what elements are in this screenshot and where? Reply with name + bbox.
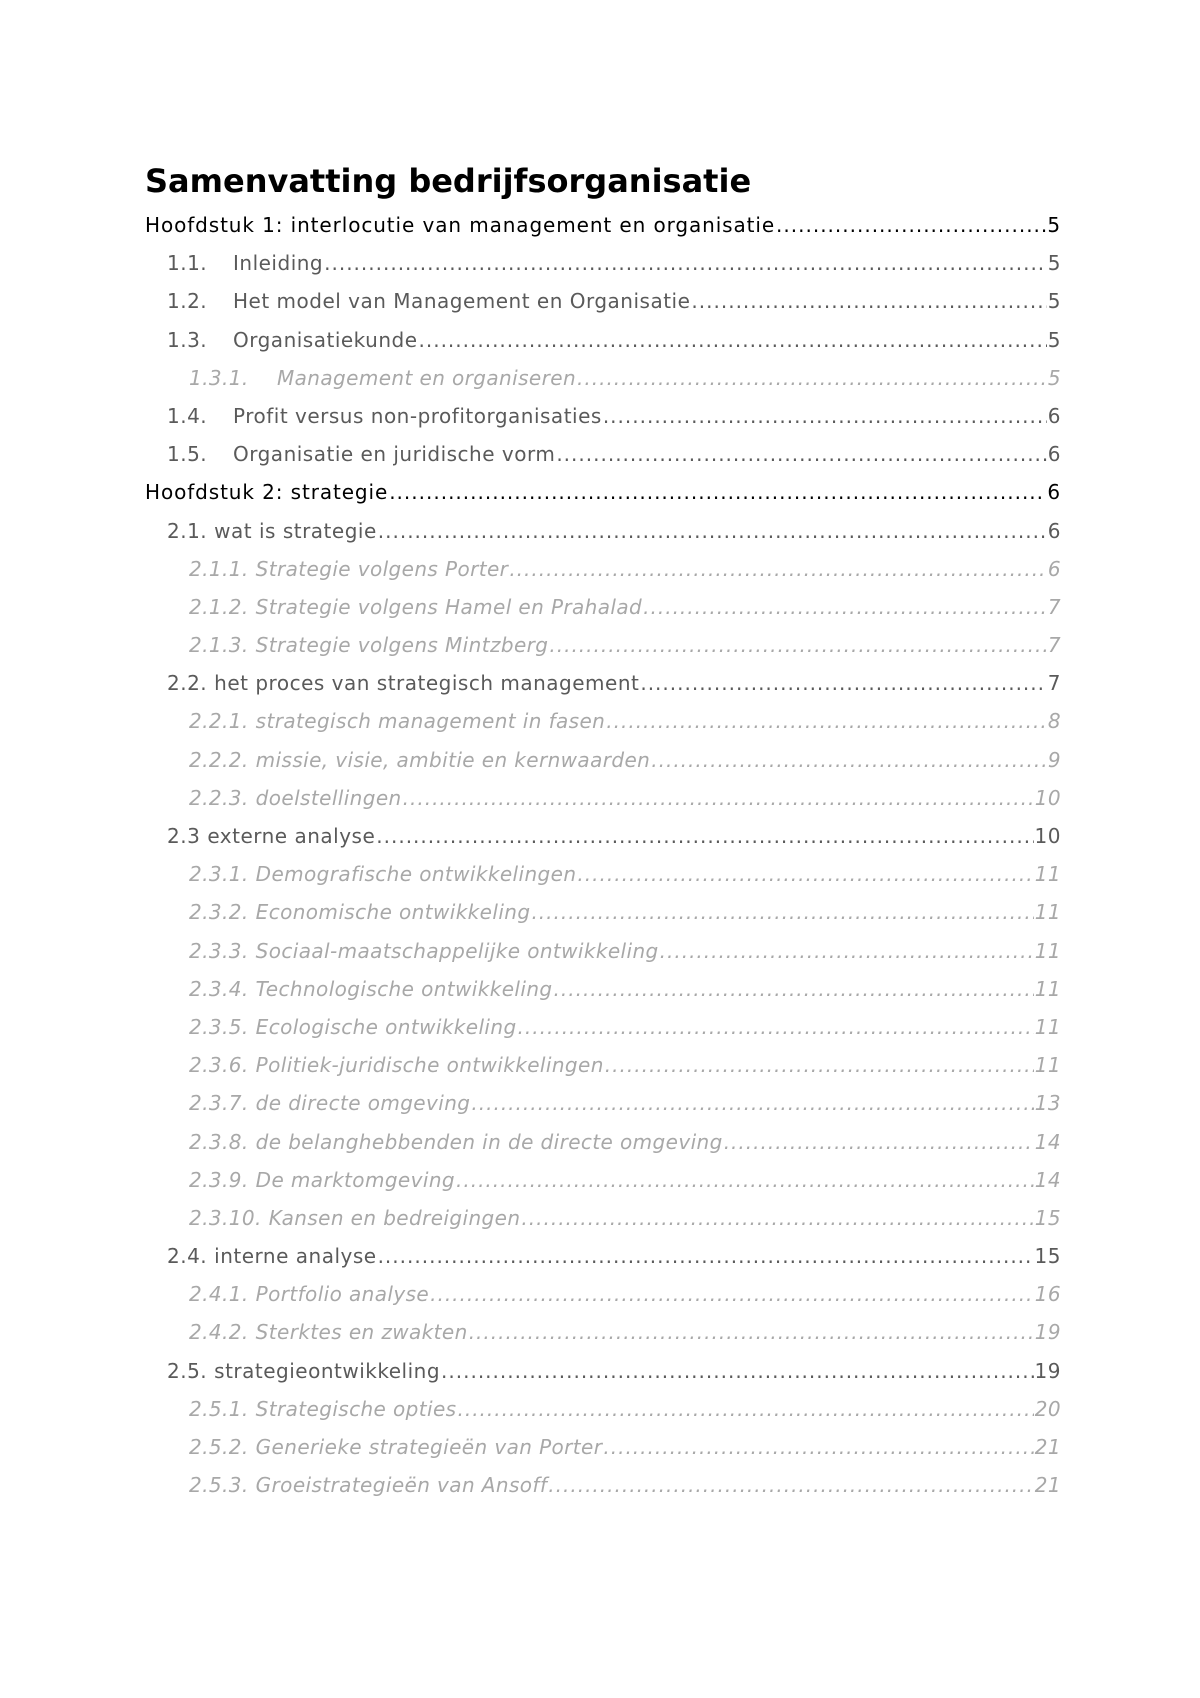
toc-entry-number: 1.3.1.: [189, 365, 249, 390]
toc-entry-page: 5: [1047, 251, 1061, 276]
toc-entry-page: 11: [1034, 1014, 1061, 1039]
toc-entry-page: 9: [1047, 747, 1061, 772]
dot-leader: [605, 1046, 1034, 1084]
toc-entry-label: Technologische ontwikkeling: [255, 976, 553, 1001]
dot-leader: [660, 932, 1034, 970]
toc-entry-label: externe analyse: [207, 824, 376, 848]
toc-entry-number: 2.2.: [167, 671, 208, 696]
toc-entry-label: Management en organiseren: [277, 365, 577, 390]
toc-entry-number: 2.3.1.: [189, 862, 249, 887]
toc-entry-page: 10: [1034, 824, 1061, 848]
dot-leader: [643, 588, 1047, 626]
toc-entry-label: strategieontwikkeling: [214, 1358, 441, 1383]
toc-entry-number: 1.5.: [167, 442, 208, 467]
toc-entry-page: 11: [1034, 938, 1061, 963]
dot-leader: [471, 1084, 1033, 1122]
toc-entry-label: Strategische opties: [255, 1396, 457, 1421]
toc-entry-page: 21: [1034, 1473, 1061, 1498]
toc-entry-number: 2.1.1.: [189, 556, 249, 581]
toc-entry[interactable]: [145, 550, 1061, 588]
toc-entry[interactable]: [145, 1161, 1061, 1199]
toc-entry-label: Organisatiekunde: [233, 327, 418, 352]
toc-entry[interactable]: [145, 244, 1061, 282]
toc-entry-label: Hoofdstuk 2: strategie: [145, 480, 389, 505]
toc-entry-page: 15: [1034, 1205, 1061, 1230]
toc-entry[interactable]: [145, 1237, 1061, 1275]
dot-leader: [456, 1161, 1034, 1199]
toc-entry-page: 20: [1034, 1396, 1061, 1421]
toc-entry[interactable]: [145, 206, 1061, 244]
document-title: Samenvatting bedrijfsorganisatie: [145, 162, 752, 200]
toc-entry[interactable]: [145, 970, 1061, 1008]
dot-leader: [651, 741, 1047, 779]
toc-entry-label: Strategie volgens Porter: [255, 556, 509, 581]
toc-entry-number: 2.3.8.: [189, 1129, 249, 1154]
toc-entry-page: 6: [1047, 403, 1061, 428]
toc-entry-number: 1.1.: [167, 251, 208, 276]
toc-entry-page: 19: [1034, 1320, 1061, 1345]
toc-entry-number: 2.3.5.: [189, 1014, 249, 1039]
toc-entry-page: 8: [1047, 709, 1061, 734]
dot-leader: [521, 1199, 1033, 1237]
toc-entry[interactable]: [145, 473, 1061, 511]
toc-entry[interactable]: [145, 741, 1061, 779]
toc-entry-number: 1.3.: [167, 327, 208, 352]
toc-entry-number: 2.3.4.: [189, 976, 249, 1001]
toc-entry-page: 6: [1047, 556, 1061, 581]
dot-leader: [577, 359, 1047, 397]
toc-entry-number: 2.1.: [167, 518, 208, 543]
toc-entry-label: Profit versus non-profitorganisaties: [233, 403, 602, 428]
toc-entry-number: 2.3.3.: [189, 938, 249, 963]
toc-entry-page: 7: [1047, 671, 1061, 696]
toc-entry[interactable]: [145, 664, 1061, 702]
toc-entry[interactable]: [145, 435, 1061, 473]
toc-entry-page: 6: [1047, 442, 1061, 467]
toc-entry-number: 2.1.2.: [189, 594, 249, 619]
toc-entry-label: Sociaal-maatschappelijke ontwikkeling: [255, 938, 659, 963]
toc-entry-page: 16: [1034, 1282, 1061, 1307]
dot-leader: [556, 435, 1046, 473]
toc-entry-number: 2.2.2.: [189, 747, 249, 772]
toc-entry-label: Demografische ontwikkelingen: [255, 862, 577, 887]
toc-entry-page: 7: [1047, 633, 1061, 658]
toc-entry[interactable]: [145, 1199, 1061, 1237]
toc-entry[interactable]: [145, 1466, 1061, 1504]
toc-entry-label: strategisch management in fasen: [255, 709, 606, 734]
toc-entry-page: 7: [1047, 594, 1061, 619]
dot-leader: [441, 1352, 1034, 1390]
toc-entry-page: 11: [1034, 1053, 1061, 1078]
toc-entry-label: Groeistrategieën van Ansoff: [255, 1473, 548, 1498]
dot-leader: [549, 626, 1047, 664]
toc-entry-label: Strategie volgens Hamel en Prahalad: [255, 594, 643, 619]
toc-entry-page: 15: [1034, 1244, 1061, 1269]
toc-entry[interactable]: [145, 855, 1061, 893]
dot-leader: [518, 1008, 1034, 1046]
toc-entry-page: 19: [1034, 1358, 1061, 1383]
toc-entry-label: Sterktes en zwakten: [255, 1320, 468, 1345]
toc-entry-page: 10: [1034, 785, 1061, 810]
toc-entry[interactable]: [145, 779, 1061, 817]
table-of-contents: [145, 206, 1061, 1504]
toc-entry-number: 2.3.9.: [189, 1167, 249, 1192]
toc-entry[interactable]: [145, 893, 1061, 931]
dot-leader: [554, 970, 1034, 1008]
dot-leader: [691, 282, 1046, 320]
toc-entry-number: 2.5.2.: [189, 1435, 249, 1459]
toc-entry[interactable]: [145, 1275, 1061, 1313]
dot-leader: [577, 855, 1033, 893]
toc-entry-page: 11: [1034, 862, 1061, 887]
toc-entry-number: 1.4.: [167, 403, 208, 428]
toc-entry-number: 2.5.: [167, 1358, 208, 1383]
toc-entry-number: 2.5.1.: [189, 1396, 249, 1421]
toc-entry-page: 13: [1034, 1091, 1061, 1116]
toc-entry-number: 2.3.6.: [189, 1053, 249, 1078]
toc-entry-label: Economische ontwikkeling: [255, 900, 531, 925]
dot-leader: [531, 893, 1033, 931]
toc-entry[interactable]: [145, 702, 1061, 740]
toc-entry[interactable]: [145, 397, 1061, 435]
toc-entry-number: 2.3.10.: [189, 1205, 262, 1230]
toc-entry-label: de belanghebbenden in de directe omgeving: [255, 1129, 723, 1154]
toc-entry-label: doelstellingen: [255, 785, 402, 810]
toc-entry[interactable]: [145, 321, 1061, 359]
toc-entry-number: 2.5.3.: [189, 1473, 249, 1498]
toc-entry-page: 14: [1034, 1167, 1061, 1192]
toc-entry-page: 6: [1047, 480, 1061, 505]
dot-leader: [724, 1123, 1034, 1161]
dot-leader: [389, 473, 1046, 511]
dot-leader: [776, 206, 1046, 244]
dot-leader: [469, 1313, 1034, 1351]
toc-entry-label: Hoofdstuk 1: interlocutie van management en organisatie: [145, 213, 776, 237]
toc-entry[interactable]: [145, 282, 1061, 320]
toc-entry-label: Strategie volgens Mintzberg: [255, 633, 549, 658]
dot-leader: [403, 779, 1034, 817]
toc-entry-number: 2.3: [167, 824, 201, 848]
toc-entry-number: 2.2.1.: [189, 709, 249, 734]
toc-entry[interactable]: [145, 1313, 1061, 1351]
toc-entry[interactable]: [145, 1428, 1061, 1466]
toc-entry-label: missie, visie, ambitie en kernwaarden: [255, 747, 651, 772]
dot-leader: [378, 1237, 1034, 1275]
dot-leader: [606, 702, 1047, 740]
toc-entry[interactable]: [145, 932, 1061, 970]
toc-entry[interactable]: [145, 1123, 1061, 1161]
dot-leader: [430, 1275, 1034, 1313]
dot-leader: [509, 550, 1047, 588]
toc-entry-label: de directe omgeving: [255, 1091, 471, 1116]
toc-entry-page: 11: [1034, 900, 1061, 925]
toc-entry-number: 1.2.: [167, 289, 208, 314]
toc-entry-number: 2.1.3.: [189, 633, 249, 658]
toc-entry-page: 21: [1034, 1435, 1061, 1459]
toc-entry-number: 2.2.3.: [189, 785, 249, 810]
toc-entry[interactable]: [145, 1046, 1061, 1084]
toc-entry-number: 2.3.2.: [189, 900, 249, 925]
toc-entry-page: 5: [1047, 213, 1061, 237]
toc-entry-page: 5: [1047, 327, 1061, 352]
toc-entry-page: 11: [1034, 976, 1061, 1001]
toc-entry-number: 2.3.7.: [189, 1091, 249, 1116]
toc-entry-label: Inleiding: [233, 251, 324, 276]
toc-entry-label: interne analyse: [214, 1244, 377, 1269]
toc-entry-number: 2.4.2.: [189, 1320, 249, 1345]
dot-leader: [378, 512, 1047, 550]
dot-leader: [419, 321, 1047, 359]
toc-entry-label: Portfolio analyse: [255, 1282, 430, 1307]
toc-entry[interactable]: [145, 1084, 1061, 1122]
toc-entry-label: Het model van Management en Organisatie: [233, 289, 691, 314]
toc-entry-page: 14: [1034, 1129, 1061, 1154]
toc-entry[interactable]: [145, 817, 1061, 855]
dot-leader: [603, 397, 1047, 435]
dot-leader: [603, 1428, 1033, 1466]
toc-entry-label: het proces van strategisch management: [214, 671, 640, 696]
toc-entry-label: Politiek-juridische ontwikkelingen: [255, 1053, 604, 1078]
toc-entry-page: 6: [1047, 518, 1061, 543]
dot-leader: [324, 244, 1047, 282]
dot-leader: [548, 1466, 1033, 1504]
toc-entry-number: 2.4.: [167, 1244, 208, 1269]
toc-entry[interactable]: [145, 1352, 1061, 1390]
toc-entry-label: De marktomgeving: [255, 1167, 455, 1192]
dot-leader: [457, 1390, 1033, 1428]
toc-entry-page: 5: [1047, 365, 1061, 390]
toc-entry[interactable]: [145, 626, 1061, 664]
toc-entry-label: Organisatie en juridische vorm: [233, 442, 556, 467]
toc-entry-number: 2.4.1.: [189, 1282, 249, 1307]
toc-entry[interactable]: [145, 359, 1061, 397]
toc-entry[interactable]: [145, 1008, 1061, 1046]
toc-entry-page: 5: [1047, 289, 1061, 314]
toc-entry-label: Generieke strategieën van Porter: [255, 1435, 603, 1459]
toc-entry-label: Kansen en bedreigingen: [268, 1205, 521, 1230]
dot-leader: [640, 664, 1046, 702]
toc-entry[interactable]: [145, 1390, 1061, 1428]
toc-entry-label: Ecologische ontwikkeling: [255, 1014, 517, 1039]
dot-leader: [376, 817, 1033, 855]
toc-entry[interactable]: [145, 588, 1061, 626]
toc-entry[interactable]: [145, 512, 1061, 550]
toc-entry-label: wat is strategie: [214, 518, 377, 543]
